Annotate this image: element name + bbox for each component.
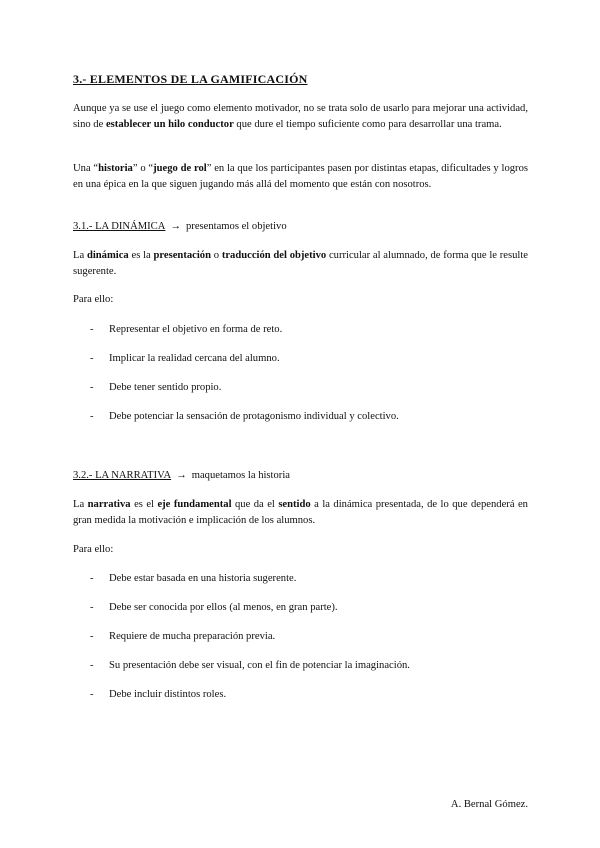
section-1-list <box>73 322 528 438</box>
arrow-icon: → <box>176 470 187 481</box>
list-item: - Debe tener sentido propio. <box>90 382 222 393</box>
list-item: - Debe incluir distintos roles. <box>90 689 227 700</box>
section-1-heading: 3.1.- LA DINÁMICA → presentamos el objetivo <box>73 221 287 232</box>
section-2-paragraph: La narrativa es el eje fundamental que da el sentido a la dinámica presentada, de lo que dependerá en gran medida la motivación e implicación de los alumnos. <box>73 499 528 526</box>
list-item: - Debe potenciar la sensación de protagonismo individual y colectivo. <box>90 411 399 422</box>
section-2-lead: Para ello: <box>73 544 114 555</box>
list-item: - Representar el objetivo en forma de reto. <box>90 324 283 335</box>
intro-paragraph-2: Una “historia” o “juego de rol” en la que los participantes pasen por distintas etapas, dificultades y logros en una épica en la que siguen jugando más allá del momento que están con nosotros. <box>73 163 528 190</box>
list-item: - Implicar la realidad cercana del alumno. <box>90 353 280 364</box>
page-title: 3.- ELEMENTOS DE LA GAMIFICACIÓN <box>73 72 308 86</box>
author-signature: A. Bernal Gómez. <box>450 799 528 810</box>
section-1-lead: Para ello: <box>73 294 114 305</box>
list-item: - Debe estar basada en una historia sugerente. <box>90 573 297 584</box>
section-2-heading: 3.2.- LA NARRATIVA → maquetamos la historia <box>73 470 290 481</box>
section-2-list <box>73 571 528 716</box>
arrow-icon: → <box>170 221 181 232</box>
list-item: - Debe ser conocida por ellos (al menos, en gran parte). <box>90 602 338 613</box>
intro-paragraph-1: Aunque ya se use el juego como elemento motivador, no se trata solo de usarlo para mejorar una actividad, sino de establecer un hilo conductor que dure el tiempo suficiente como para desarrollar una trama. <box>73 103 528 130</box>
section-1-paragraph: La dinámica es la presentación o traducción del objetivo curricular al alumnado, de forma que le resulte sugerente. <box>73 250 529 277</box>
list-item: - Requiere de mucha preparación previa. <box>90 631 276 642</box>
list-item: - Su presentación debe ser visual, con el fin de potenciar la imaginación. <box>90 660 410 671</box>
